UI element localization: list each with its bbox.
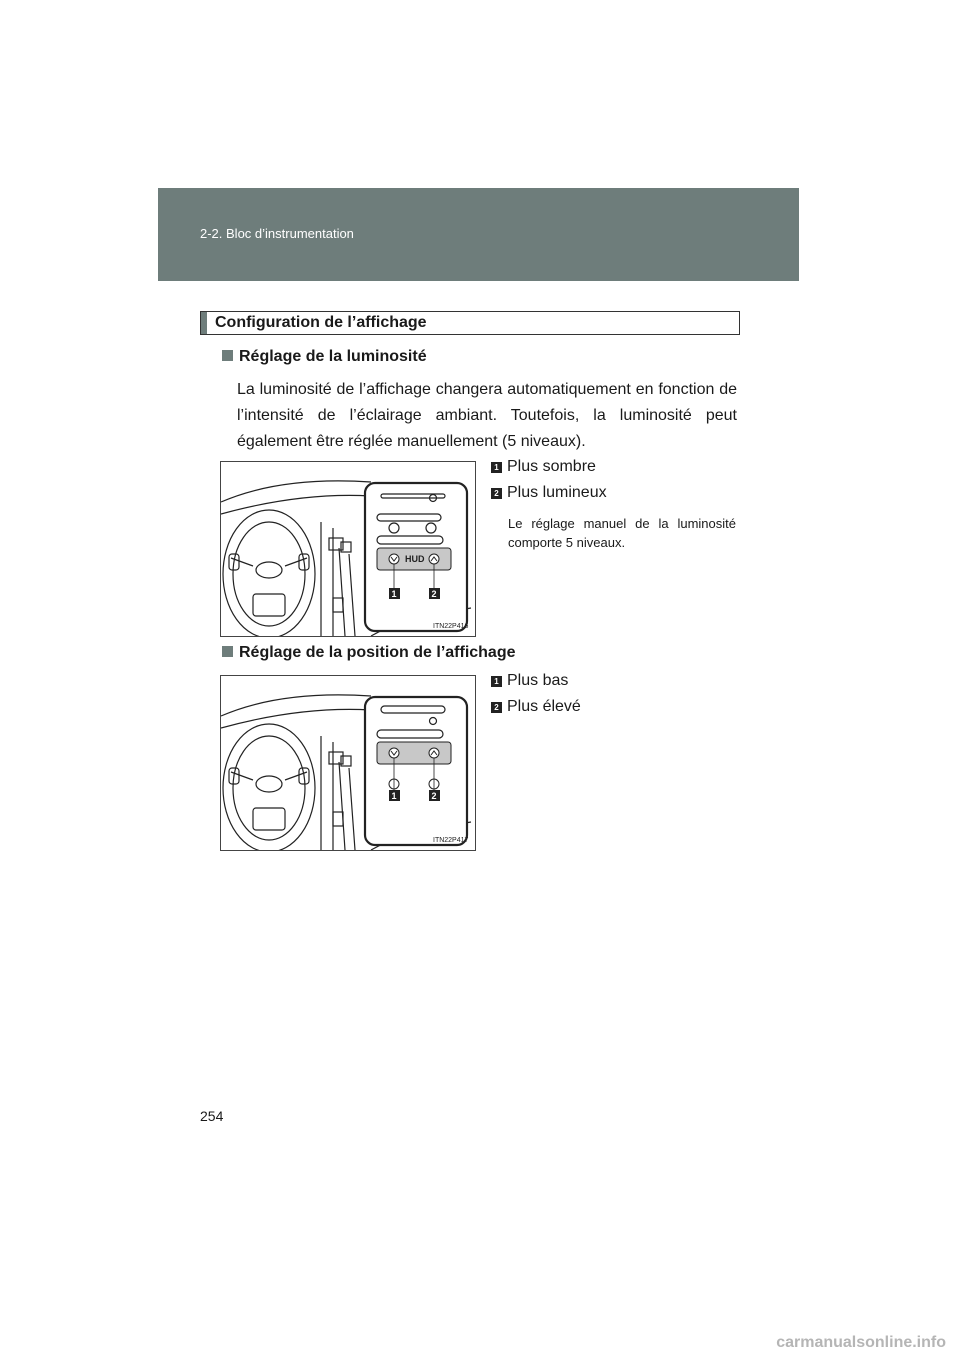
number-badge-icon: 1	[491, 676, 502, 687]
section-title: Configuration de l’affichage	[215, 314, 427, 331]
brightness-heading-text: Réglage de la luminosité	[239, 348, 427, 365]
dashboard-illustration	[221, 462, 475, 636]
number-badge-icon: 2	[491, 702, 502, 713]
chapter-title: 2-2. Bloc d’instrumentation	[200, 226, 354, 241]
legend-darker: 1 Plus sombre	[491, 458, 596, 480]
dashboard-illustration	[221, 676, 475, 850]
brightness-paragraph: La luminosité de l’affichage changera automatiquement en fonction de l’intensité de l’éclairage ambiant. Toutefois, la luminosité peut également être réglée manuellement (5 niveaux).	[237, 381, 737, 450]
legend-lower: 1 Plus bas	[491, 672, 568, 694]
chapter-header	[158, 188, 799, 281]
site-watermark: carmanualsonline.info	[776, 1334, 946, 1351]
figure-code: ITN22P416	[433, 623, 469, 630]
brightness-note: Le réglage manuel de la luminosité comporte 5 niveaux.	[508, 516, 736, 550]
square-bullet-icon	[222, 350, 233, 361]
brightness-figure	[220, 461, 476, 637]
legend-higher: 2 Plus élevé	[491, 698, 581, 720]
callout-2: 2	[431, 791, 437, 801]
position-heading	[222, 644, 516, 662]
position-heading-text: Réglage de la position de l’affichage	[239, 644, 516, 661]
callout-1: 1	[391, 589, 397, 599]
callout-2: 2	[431, 589, 437, 599]
section-tab-marker	[201, 312, 207, 334]
section-heading-bar	[200, 311, 740, 335]
number-badge-icon: 1	[491, 462, 502, 473]
hud-button-label: HUD	[405, 554, 425, 564]
number-badge-icon: 2	[491, 488, 502, 499]
legend-brighter: 2 Plus lumineux	[491, 484, 607, 506]
position-figure	[220, 675, 476, 851]
figure-code: ITN22P417	[433, 837, 469, 844]
square-bullet-icon	[222, 646, 233, 657]
page-number: 254	[200, 1108, 224, 1124]
brightness-heading	[222, 348, 427, 366]
callout-1: 1	[391, 791, 397, 801]
